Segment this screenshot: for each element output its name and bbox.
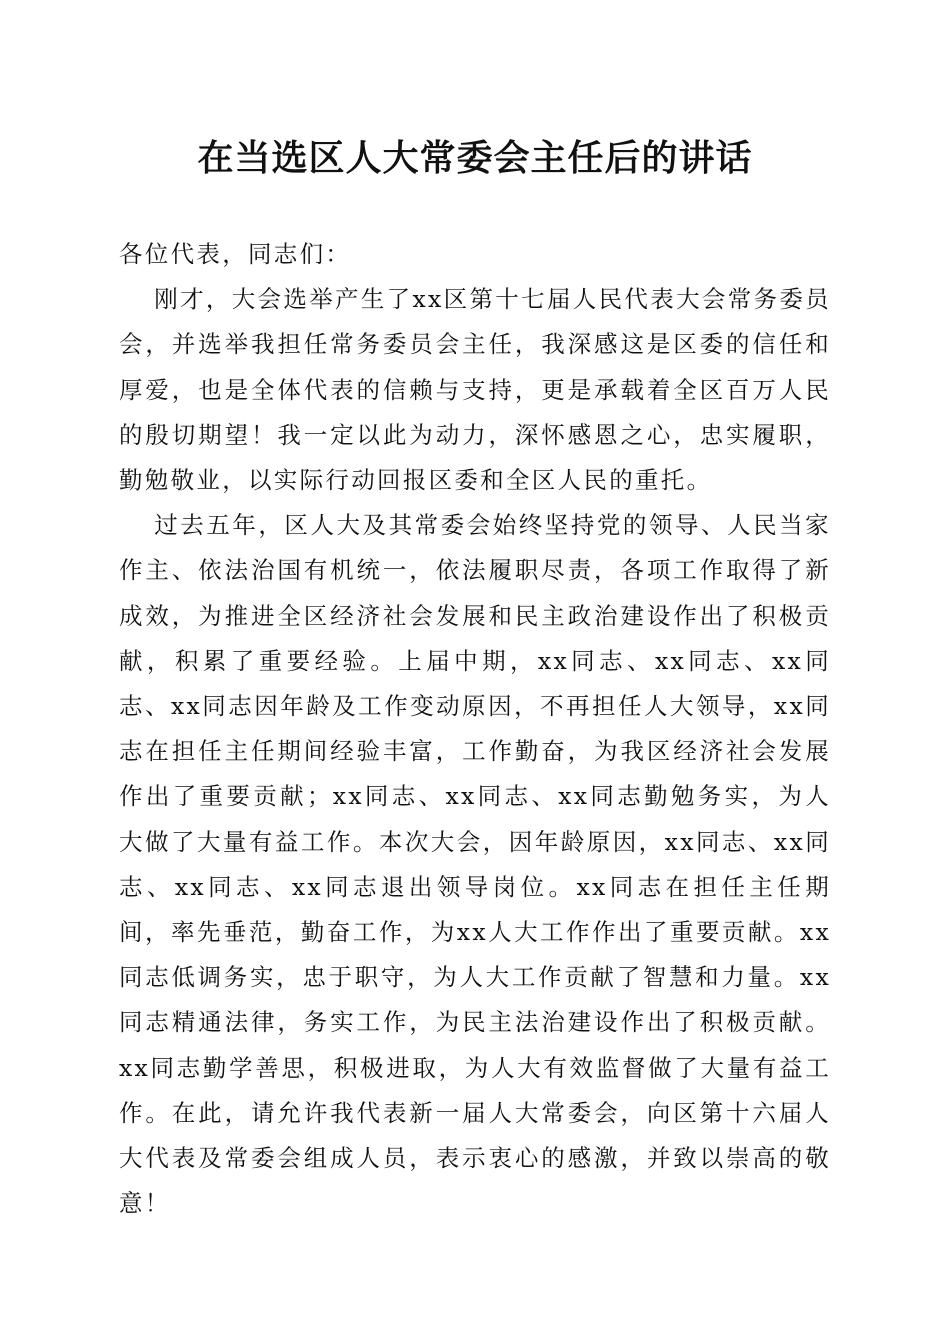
document-title: 在当选区人大常委会主任后的讲话	[197, 137, 753, 179]
paragraph-2: 过去五年，区人大及其常委会始终坚持党的领导、人民当家作主、依法治国有机统一，依法履职尽责，各项工作取得了新成效，为推进全区经济社会发展和民主政治建设作出了积极贡献，积累了重要经验。上届中期，xx同志、xx同志、xx同志、xx同志因年龄及工作变动原因，不再担任人大领导，xx同志在担任主任期间经验丰富，工作勤奋，为我区经济社会发展作出了重要贡献；xx同志、xx同志、xx同志勤勉务实，为人大做了大量有益工作。本次大会，因年龄原因，xx同志、xx同志、xx同志、xx同志退出领导岗位。xx同志在担任主任期间，率先垂范，勤奋工作，为xx人大工作作出了重要贡献。xx同志低调务实，忠于职守，为人大工作贡献了智慧和力量。xx同志精通法律，务实工作，为民主法治建设作出了积极贡献。xx同志勤学善思，积极进取，为人大有效监督做了大量有益工作。在此，请允许我代表新一届人大常委会，向区第十六届人大代表及常委会组成人员，表示衷心的感激，并致以崇高的敬意！	[119, 511, 831, 1218]
paragraph-1: 刚才，大会选举产生了xx区第十七届人民代表大会常务委员会，并选举我担任常务委员会主任，我深感这是区委的信任和厚爱，也是全体代表的信赖与支持，更是承载着全区百万人民的殷切期望！我一定以此为动力，深怀感恩之心，忠实履职，勤勉敬业，以实际行动回报区委和全区人民的重托。	[119, 285, 831, 495]
salutation: 各位代表，同志们：	[119, 240, 352, 268]
document-body	[119, 232, 831, 1226]
